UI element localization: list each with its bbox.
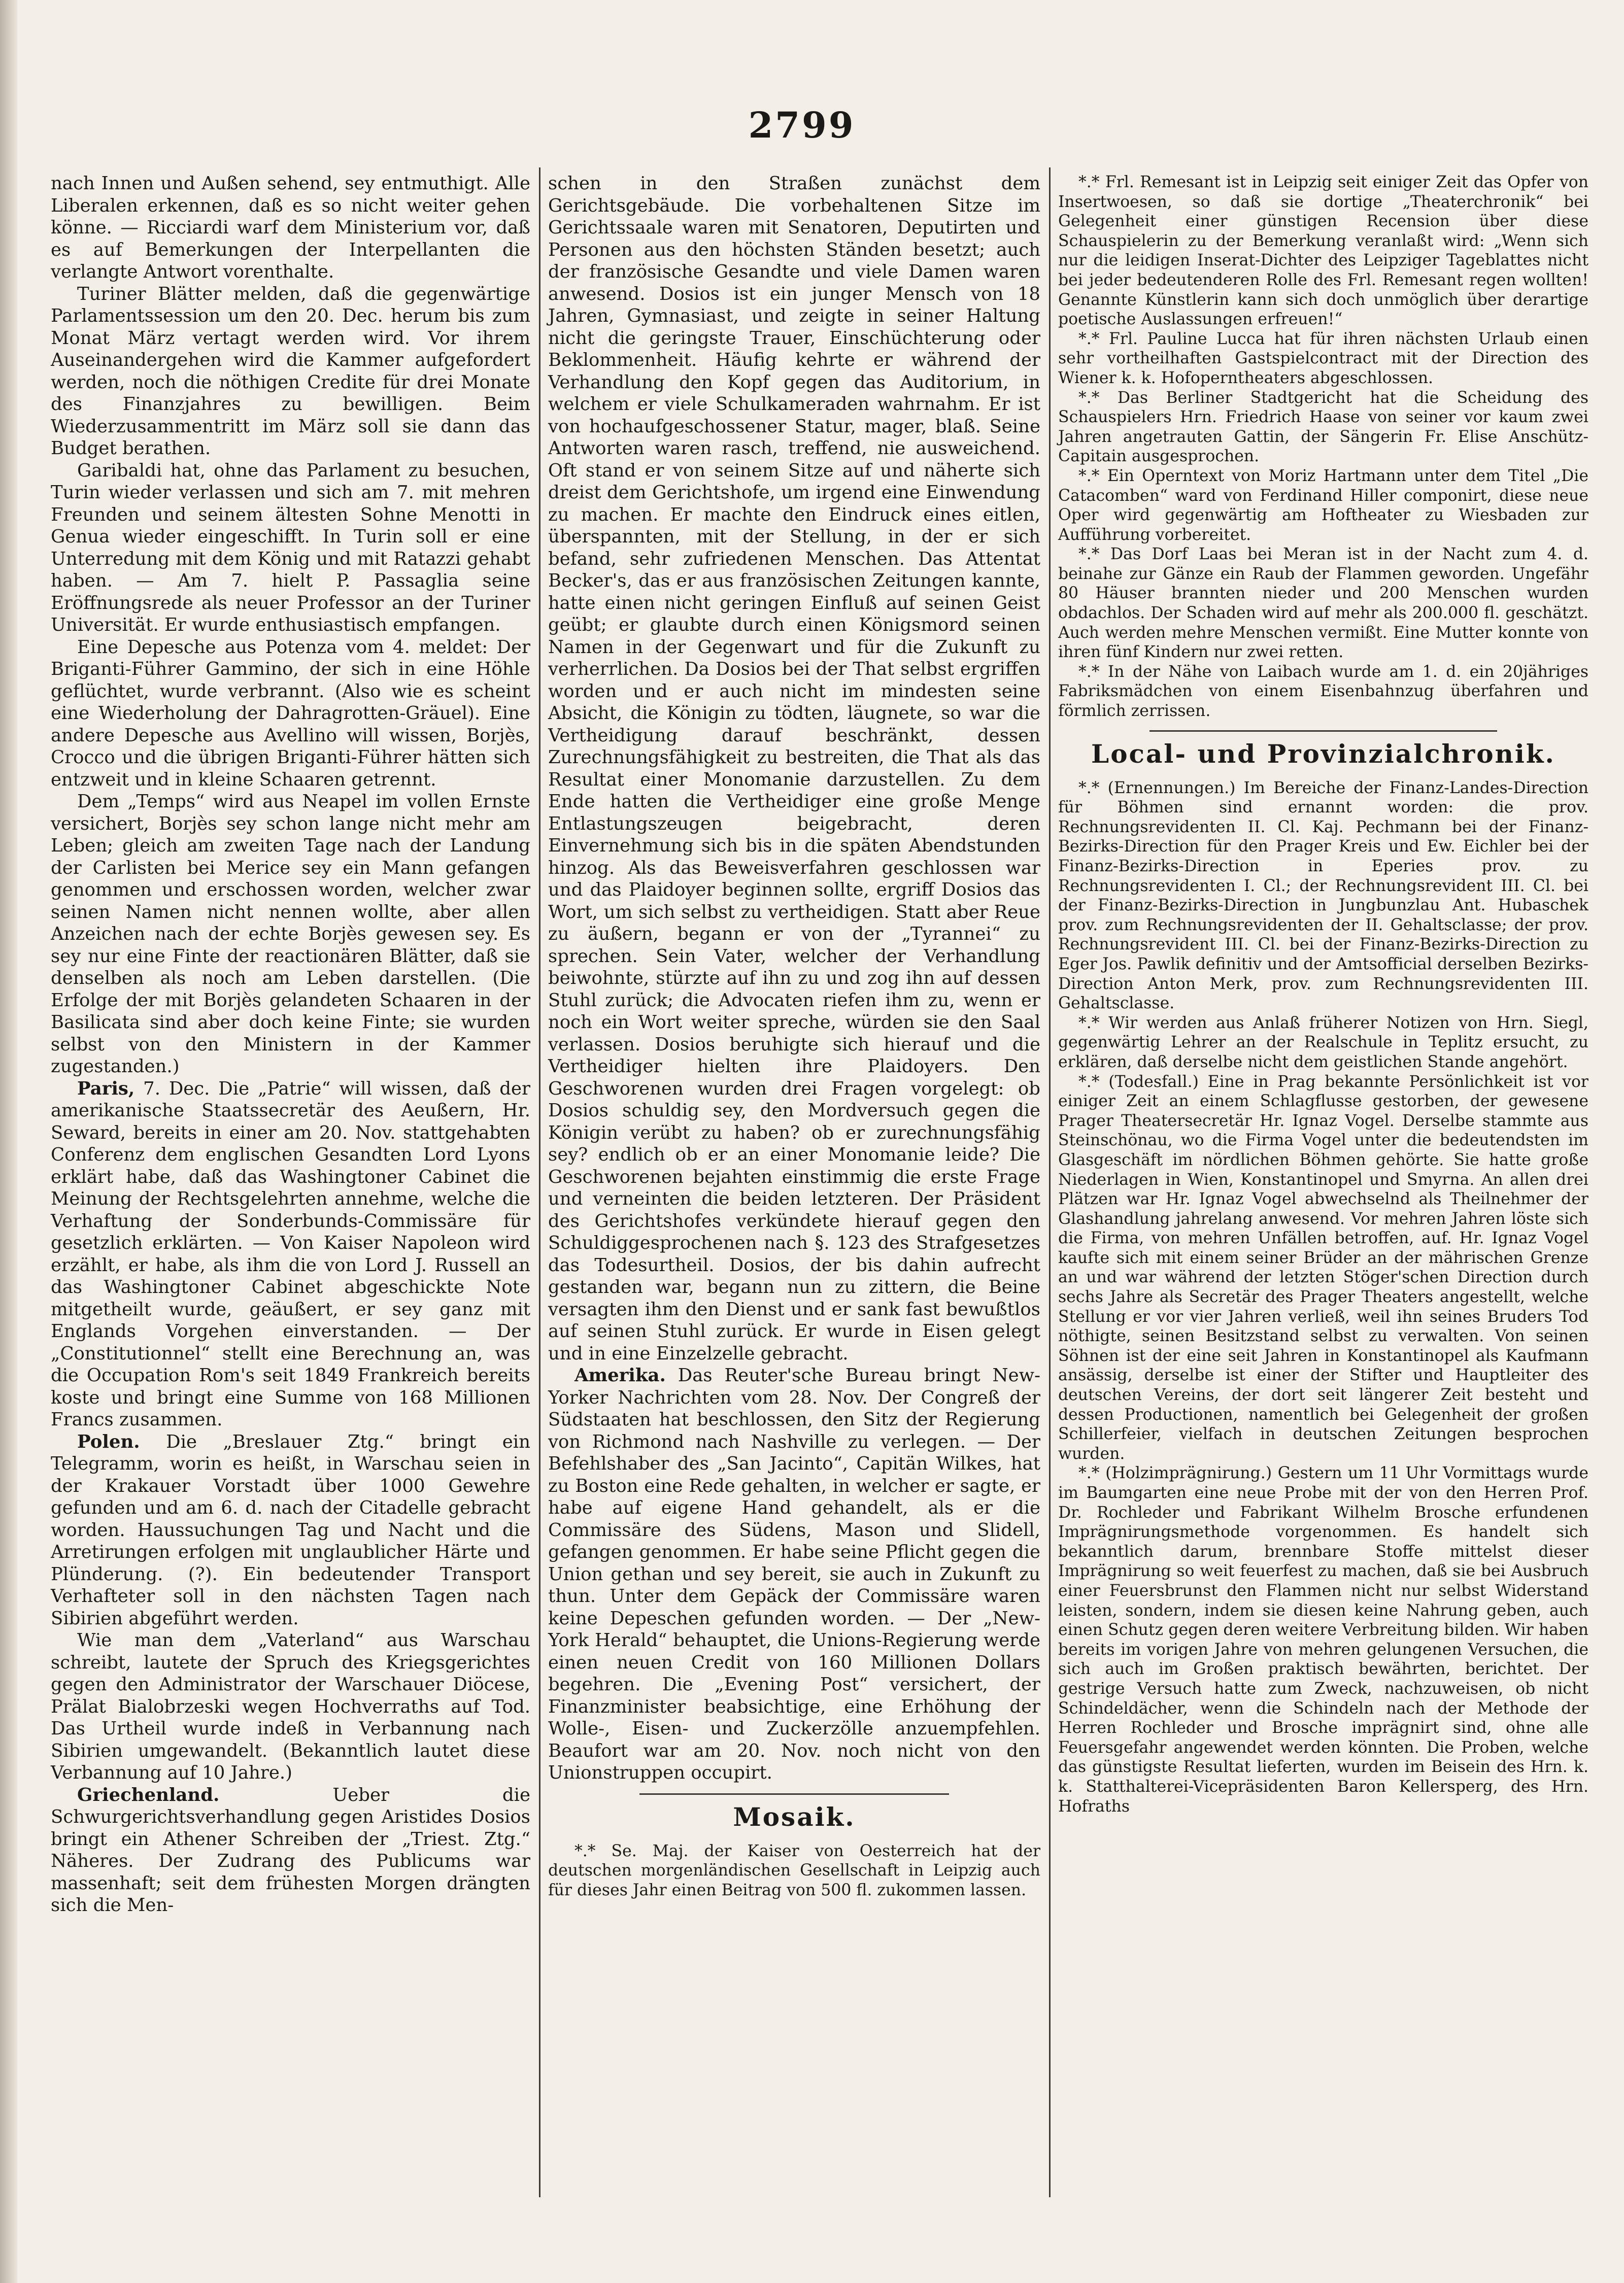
mosaik-notes bbox=[1058, 173, 1588, 721]
griechenland-text: Ueber die Schwurgerichtsverhandlung gegen Aristides Dosios bringt ein Athener Schreiben der „Triest. Ztg.“ Näheres. Der Zudrang des Publicums war massenhaft; seit dem frühesten Morgen drängten sich die Men- bbox=[51, 1784, 530, 1916]
column-rule-right bbox=[1049, 167, 1051, 2197]
amerika-text: Das Reuter'sche Bureau bringt New-Yorker Nachrichten vom 28. Nov. Der Congreß der Südstaaten hat beschlossen, den Sitz der Regierung von Richmond nach Nashville zu verlegen. — Der Befehlshaber des „San Jacinto“, Capitän Wilkes, hat zu Boston eine Rede gehalten, in welcher er sagte, er habe auf eigene Hand gehandelt, als er die Commissäre des Südens, Mason und Slidell, gefangen genommen. Er habe seine Pflicht gegen die Union gethan und sey bereit, sie auch in Zukunft zu thun. Unter dem Gepäck der Commissäre waren keine Depeschen gefunden worden. — Der „New-York Herald“ behauptet, die Unions-Regierung werde einen neuen Credit von 160 Millionen Dollars begehren. Die „Evening Post“ versichert, der Finanzminister beabsichtige, eine Erhöhung der Wolle-, Eisen- und Zuckerzölle anzuempfehlen. Beaufort war am 20. Nov. noch nicht von den Unionstruppen occupirt. bbox=[548, 1365, 1040, 1783]
paris-text: 7. Dec. Die „Patrie“ will wissen, daß der amerikanische Staatssecretär des Aeußern, Hr. Seward, bereits in einer am 20. Nov. stattgehabten Conferenz dem englischen Gesandten Lord Lyons erklärt habe, daß das Washingtoner Cabinet die Meinung der Rechtsgelehrten annehme, welche die Verhaftung der Sonderbunds-Commissäre für gesetzlich erklärten. — Von Kaiser Napoleon wird erzählt, er habe, als ihm die von Lord J. Russell an das Washingtoner Cabinet abgeschickte Note mitgetheilt wurde, geäußert, er sey ganz mit Englands Vorgehen einverstanden. — Der „Constitutionnel“ stellt eine Berechnung an, was die Occupation Rom's seit 1849 Frankreich bereits koste und bringt eine Summe von 168 Millionen Francs zusammen. bbox=[51, 1078, 530, 1430]
note-laibach: *.* In der Nähe von Laibach wurde am 1. d. ein 20jähriges Fabriksmädchen von einem Eisenbahnzug überfahren und förmlich zerrissen. bbox=[1058, 662, 1588, 721]
note-todesfall: *.* (Todesfall.) Eine in Prag bekannte Persönlichkeit ist vor einiger Zeit an einem Schlagflusse gestorben, der gewesene Prager Theatersecretär Hr. Ignaz Vogel. Derselbe stammte aus Steinschönau, wo die Firma Vogel unter die bedeutendsten im Glasgeschäft im nördlichen Böhmen gehörte. Sie hatte große Niederlagen in Wien, Konstantinopel und Smyrna. An allen drei Plätzen war Hr. Ignaz Vogel abwechselnd als Theilnehmer der Glashandlung jahrelang anwesend. Vor mehren Jahren löste sich die Firma, von mehren Unfällen betroffen, auf. Hr. Ignaz Vogel kaufte sich mit einem seiner Brüder an der mährischen Grenze an und war während der letzten Stöger'schen Direction durch sechs Jahre als Secretär des Prager Theaters angestellt, welche Stellung er vor vier Jahren verließ, weil ihn seines Bruders Tod nöthigte, seinen Besitzstand selbst zu verwalten. Von seinen Söhnen ist der eine seit Jahren in Konstantinopel als Kaufmann ansässig, derselbe ist einer der Stifter und Hauptleiter des deutschen Vereins, der dort seit längerer Zeit besteht und dessen Productionen, namentlich bei Gelegenheit der großen Schillerfeier, vielfach in deutschen Zeitungen besprochen wurden. bbox=[1058, 1072, 1588, 1463]
note-siegl: *.* Wir werden aus Anlaß früherer Notizen von Hrn. Siegl, gegenwärtig Lehrer an der Realschule in Teplitz ersucht, zu erklären, daß derselbe nicht dem geistlichen Stande angehört. bbox=[1058, 1013, 1588, 1071]
paragraph-depesche-potenza: Eine Depesche aus Potenza vom 4. meldet: Der Briganti-Führer Gammino, der sich in eine Höhle geflüchtet, wurde verbrannt. (Also wie es scheint eine Wiederholung der Dahragrotten-Gräuel). Eine andere Depesche aus Avellino will wissen, Borjès, Crocco und die übrigen Briganti-Führer hätten sich entzweit und in kleine Schaaren getrennt. bbox=[51, 636, 530, 790]
paragraph-griechenland bbox=[51, 1784, 530, 1917]
paragraph-temps-neapel: Dem „Temps“ wird aus Neapel im vollen Ernste versichert, Borjès sey schon lange nicht mehr am Leben; gleich am zweiten Tage nach der Landung der Carlisten bei Merice sey ein Mann gefangen genommen und erschossen worden, welcher zwar seinen Namen nicht nennen wollte, aber allen Anzeichen nach der echte Borjès gewesen sey. Es sey nur eine Finte der reactionären Blätter, daß sie denselben als noch am Leben darstellen. (Die Erfolge der mit Borjès gelandeten Schaaren in der Basilicata sind aber doch keine Finte; sie wurden selbst von den Ministern in der Kammer zugestanden.) bbox=[51, 791, 530, 1077]
page-edge bbox=[0, 0, 17, 2283]
section-divider bbox=[1149, 730, 1497, 732]
section-divider bbox=[639, 1793, 949, 1795]
local-notes bbox=[1058, 778, 1588, 1816]
paragraph-kaiser-beitrag: *.* Se. Maj. der Kaiser von Oesterreich hat der deutschen morgenländischen Gesellschaft in Leipzig auch für dieses Jahr einen Beitrag von 500 fl. zukommen lassen. bbox=[548, 1842, 1040, 1899]
paragraph-turin-liberals: nach Innen und Außen sehend, sey entmuthigt. Alle Liberalen erkennen, daß es so nicht weiter gehen könne. — Ricciardi warf dem Ministerium vor, daß es auf Bemerkungen der Interpellanten die verlangte Antwort vorenthalte. bbox=[51, 173, 530, 282]
column-middle bbox=[548, 173, 1040, 1900]
note-catacomben: *.* Ein Operntext von Moriz Hartmann unter dem Titel „Die Catacomben“ ward von Ferdinand Hiller componirt, diese neue Oper wird gegenwärtig am Hoftheater zu Wiesbaden zur Aufführung vorbereitet. bbox=[1058, 466, 1588, 544]
note-haase: *.* Das Berliner Stadtgericht hat die Scheidung des Schauspielers Hrn. Friedrich Haase von seiner vor kaum zwei Jahren angetrauten Gattin, der Sängerin Fr. Elise Anschütz-Capitain ausgesprochen. bbox=[1058, 388, 1588, 466]
page-number: 2799 bbox=[748, 104, 856, 146]
note-remesant: *.* Frl. Remesant ist in Leipzig seit einiger Zeit das Opfer von Insertwoesen, so daß sie dortige „Theaterchronik“ bei Gelegenheit einer günstigen Recension über diese Schauspielerin zu der Bemerkung veranlaßt wird: „Wenn sich nur die leidigen Inserat-Dichter des Leipziger Tageblattes nicht bei jeder bedeutenderen Rolle des Frl. Remesant regen wollten! Genannte Künstlerin kann sich doch unmöglich über derartige poetische Auslassungen erfreuen!“ bbox=[1058, 173, 1588, 329]
column-left bbox=[51, 173, 530, 1917]
note-lucca: *.* Frl. Pauline Lucca hat für ihren nächsten Urlaub einen sehr vortheilhaften Gastspielcontract mit der Direction des Wiener k. k. Hofoperntheaters abgeschlossen. bbox=[1058, 329, 1588, 387]
polen-text: Die „Breslauer Ztg.“ bringt ein Telegramm, worin es heißt, in Warschau seien in der Krakauer Vorstadt über 1000 Gewehre gefunden und am 6. d. nach der Citadelle gebracht worden. Haussuchungen Tag und Nacht und die Arretirungen erfolgen mit unglaublicher Härte und Plünderung. (?). Ein bedeutender Transport Verhafteter soll in den nächsten Tagen nach Sibirien abgeführt werden. bbox=[51, 1431, 530, 1629]
paris-heading: Paris, bbox=[77, 1078, 135, 1099]
note-laas-fire: *.* Das Dorf Laas bei Meran ist in der Nacht zum 4. d. beinahe zur Gänze ein Raub der Flammen geworden. Ungefähr 80 Häuser brannten nieder und 200 Menschen wurden obdachlos. Der Schaden wird auf mehr als 200.000 fl. geschätzt. Auch werden mehre Menschen vermißt. Eine Mutter konnte von ihren fünf Kindern nur zwei retten. bbox=[1058, 545, 1588, 662]
note-ernennungen: *.* (Ernennungen.) Im Bereiche der Finanz-Landes-Direction für Böhmen sind ernannt worden: die prov. Rechnungsrevidenten II. Cl. Kaj. Pechmann bei der Finanz-Bezirks-Direction für den Prager Kreis und Ew. Eichler bei der Finanz-Bezirks-Direction in Eperies prov. zu Rechnungsrevidenten I. Cl.; der Rechnungsrevident III. Cl. bei der Finanz-Bezirks-Direction in Jungbunzlau Ant. Hubaschek prov. zum Rechnungsrevidenten der II. Gehaltsclasse; der prov. Rechnungsrevident III. Cl. bei der Finanz-Bezirks-Direction zu Eger Jos. Pawlik definitiv und der Amtsofficial derselben Bezirks-Direction Anton Merk, prov. zum Rechnungsrevidenten III. Gehaltsclasse. bbox=[1058, 778, 1588, 1013]
paragraph-dosios-trial: schen in den Straßen zunächst dem Gerichtsgebäude. Die vorbehaltenen Sitze im Gerichtssaale waren mit Senatoren, Deputirten und Personen aus den höchsten Ständen besetzt; auch der französische Gesandte und viele Damen waren anwesend. Dosios ist ein junger Mensch von 18 Jahren, Gymnasiast, und zeigte in seiner Haltung nicht die geringste Trauer, Einschüchterung oder Beklommenheit. Häufig kehrte er während der Verhandlung den Kopf gegen das Auditorium, in welchem er viele Schulkameraden wahrnahm. Er ist von hochaufgeschossener Statur, mager, blaß. Seine Antworten waren rasch, treffend, nie ausweichend. Oft stand er von seinem Sitze auf und näherte sich dreist dem Gerichtshofe, um irgend eine Einwendung zu machen. Er machte den Eindruck eines eitlen, überspannten, mit der Stellung, in der er sich befand, sehr zufriedenen Menschen. Das Attentat Becker's, das er aus französischen Zeitungen kannte, hatte einen nicht geringen Einfluß auf seinen Geist geübt; er glaubte durch einen Königsmord seinen Namen in der Gegenwart und für die Zukunft zu verherrlichen. Da Dosios bei der That selbst ergriffen worden und er auch nicht im mindesten seine Absicht, die Königin zu tödten, läugnete, so war die Vertheidigung darauf beschränkt, dessen Zurechnungsfähigkeit zu bestreiten, die That als das Resultat einer Monomanie darzustellen. Zu dem Ende hatten die Vertheidiger eine große Menge Entlastungszeugen beigebracht, deren Einvernehmung sich bis in die späten Abendstunden hinzog. Als das Beweisverfahren geschlossen war und das Plaidoyer beginnen sollte, ergriff Dosios das Wort, um sich selbst zu vertheidigen. Statt aber Reue zu äußern, begann er von der „Tyrannei“ zu sprechen. Sein Vater, welcher der Verhandlung beiwohnte, stürzte auf ihn zu und zog ihn auf dessen Stuhl zurück; die Advocaten riefen ihm zu, wenn er noch ein Wort weiter spreche, würden sie den Saal verlassen. Dosios beruhigte sich hierauf und die Vertheidiger hielten ihre Plaidoyers. Den Geschworenen wurden drei Fragen vorgelegt: ob Dosios schuldig sey, den Mordversuch gegen die Königin verübt zu haben? ob er zurechnungsfähig sey? endlich ob er an einer Monomanie leide? Die Geschworenen bejahten einstimmig die erste Frage und verneinten die beiden letzteren. Der Präsident des Gerichtshofes verkündete hierauf gegen den Schuldiggesprochenen nach §. 123 des Strafgesetzes das Todesurtheil. Dosios, der bis dahin aufrecht gestanden war, begann nun zu zittern, die Beine versagten ihm den Dienst und er sank fast bewußtlos auf seinen Stuhl zurück. Er wurde in Eisen gelegt und in eine Einzelzelle gebracht. bbox=[548, 173, 1040, 1364]
paragraph-garibaldi: Garibaldi hat, ohne das Parlament zu besuchen, Turin wieder verlassen und sich am 7. mit mehren Freunden und seinem ältesten Sohne Menotti in Genua wieder eingeschifft. In Turin soll er eine Unterredung mit dem König und mit Ratazzi gehabt haben. — Am 7. hielt P. Passaglia seine Eröffnungsrede als neuer Professor an der Turiner Universität. Er wurde enthusiastisch empfangen. bbox=[51, 460, 530, 635]
amerika-heading: Amerika. bbox=[574, 1365, 666, 1386]
column-rule-left bbox=[539, 167, 540, 2197]
paragraph-vaterland-warschau: Wie man dem „Vaterland“ aus Warschau schreibt, lautete der Spruch des Kriegsgerichtes gegen den Administrator der Warschauer Diöcese, Prälat Bialobrzeski wegen Hochverraths auf Tod. Das Urtheil wurde indeß in Verbannung nach Sibirien umgewandelt. (Bekanntlich lautet diese Verbannung auf 10 Jahre.) bbox=[51, 1630, 530, 1783]
griechenland-heading: Griechenland. bbox=[77, 1784, 220, 1805]
note-holzimpraegnirung: *.* (Holzimprägnirung.) Gestern um 11 Uhr Vormittags wurde im Baumgarten eine neue Probe mit der von den Herren Prof. Dr. Rochleder und Fabrikant Wilhelm Brosche erfundenen Imprägnirungsmethode vorgenommen. Es handelt sich bekanntlich darum, brennbare Stoffe mittelst dieser Imprägnirung so weit feuerfest zu machen, daß sie bei Ausbruch einer Feuersbrunst den Flammen nicht nur selbst Widerstand leisten, sondern, indem sie diesen keine Nahrung geben, auch einen Schutz gegen deren weitere Verbreitung bilden. Wir haben bereits im vorigen Jahre von mehren gelungenen Versuchen, die sich auch im Großen praktisch bewährten, berichtet. Der gestrige Versuch hatte zum Zweck, nachzuweisen, ob nicht Schindeldächer, wenn die Schindeln nach der Methode der Herren Rochleder und Brosche imprägnirt sind, ohne alle Feuersgefahr angewendet werden könnten. Die Proben, welche das günstigste Resultat lieferten, wurden im Beisein des Hrn. k. k. Statthalterei-Vicepräsidenten Baron Kellersperg, des Hrn. Hofraths bbox=[1058, 1464, 1588, 1816]
paragraph-turiner-blaetter: Turiner Blätter melden, daß die gegenwärtige Parlamentssession um den 20. Dec. herum bis zum Monat März vertagt werden wird. Vor ihrem Auseinandergehen wird die Kammer aufgefordert werden, noch die nöthigen Credite für drei Monate des Finanzjahres zu bewilligen. Beim Wiederzusammentritt im März soll sie dann das Budget berathen. bbox=[51, 283, 530, 459]
polen-heading: Polen. bbox=[77, 1431, 140, 1452]
paragraph-paris bbox=[51, 1078, 530, 1431]
column-right bbox=[1058, 173, 1588, 1816]
local-chronicle-heading: Local- und Provinzialchronik. bbox=[1091, 738, 1555, 769]
mosaik-heading: Mosaik. bbox=[733, 1801, 856, 1832]
paragraph-polen bbox=[51, 1431, 530, 1630]
paragraph-amerika bbox=[548, 1365, 1040, 1784]
